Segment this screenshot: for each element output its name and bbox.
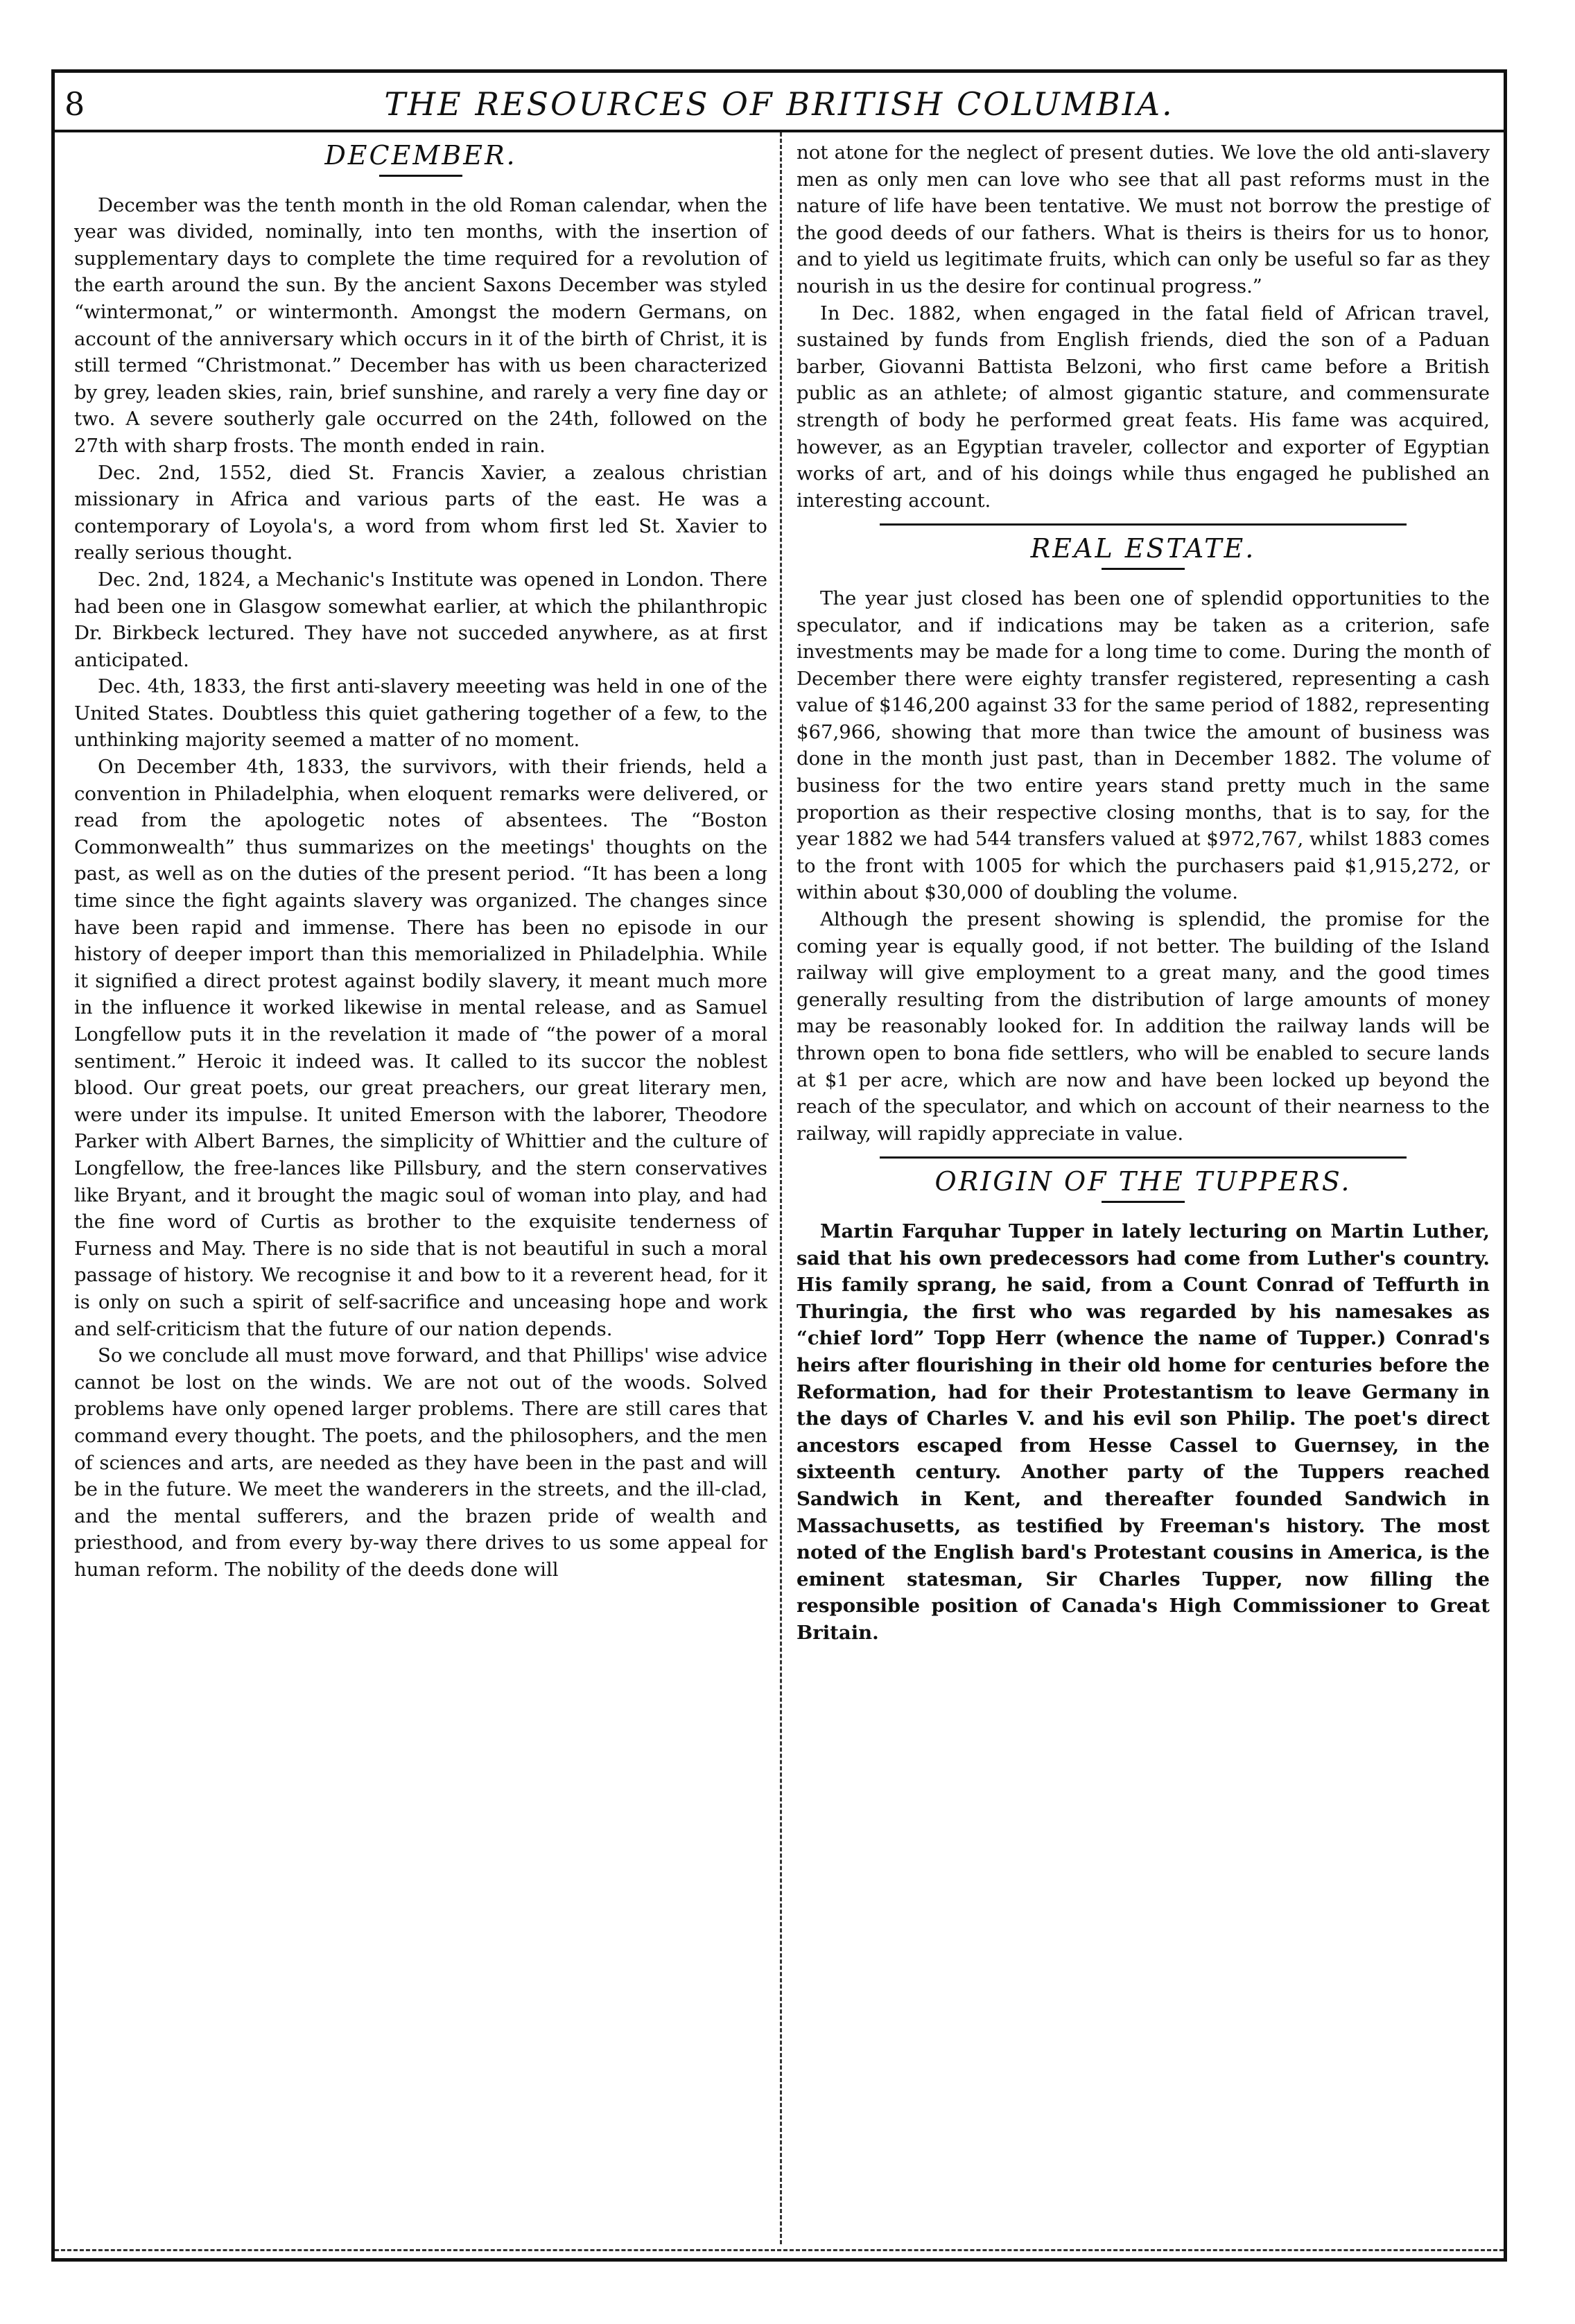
paragraph: Although the present showing is splendid, the promise for the coming year is equally good, if not better. The building of the Island railway will give employment to a great many, and the good times generally resulting from the distribution of large amounts of money may be reasonably looked for. In addition the railway lands will be thrown open to bona fide settlers, who will be enabled to secure lands at $1 per acre, which are now and have been locked up beyond the reach of the speculator, and which on account of their nearness to the railway, will rapidly appreciate in value.: [797, 908, 1490, 1145]
tuppers-article: [797, 1218, 1490, 1647]
real-estate-article: [797, 585, 1490, 1147]
column-divider: [780, 132, 782, 2244]
section-title-real-estate: REAL ESTATE.: [1030, 533, 1256, 564]
section-divider: [880, 1156, 1407, 1159]
paragraph: In Dec. 1882, when engaged in the fatal field of African travel, sustained by funds from English friends, died the son of a Paduan barber, Giovanni Battista Belzoni, who first came before a British public as an athlete; of almost gigantic stature, and commensurate strength of body he performed great feats. His fame was acquired, however, as an Egyptian traveler, collector and exporter of Egyptian works of art, and of his doings while thus engaged he published an interesting account.: [797, 302, 1490, 512]
title-rule: [379, 175, 462, 177]
newspaper-page: [51, 69, 1507, 2262]
december-continuation: [797, 139, 1490, 514]
paragraph: The year just closed has been one of splendid opportunities to the speculator, and if indications may be taken as a criterion, safe investments may be made for a long time to come. During the month of December there were eighty transfer registered, representing a cash value of $146,200 against 33 for the same period of 1882, representing $67,966, showing that more than twice the amount of business was done in the month just past, than in December 1882. The volume of business for the two entire years stand pretty much in the same proportion as their respective closing months, that is to say, for the year 1882 we had 544 transfers valued at $972,767, whilst 1883 comes to the front with 1005 for which the purchasers paid $1,915,272, or within about $30,000 of doubling the volume.: [797, 587, 1490, 904]
section-title-origin-of-tuppers: ORIGIN OF THE TUPPERS.: [934, 1166, 1352, 1197]
page-header: [55, 73, 1504, 132]
paragraph: December was the tenth month in the old Roman calendar, when the year was divided, nominally, into ten months, with the insertion of supplementary days to complete the time required for a revolution of the earth around the sun. By the ancient Saxons December was styled “wintermonat,” or wintermonth. Amongst the modern Germans, on account of the anniversary which occurs in it of the birth of Christ, it is still termed “Christmonat.” December has with us been characterized by grey, leaden skies, rain, brief sunshine, and rarely a very fine day or two. A severe southerly gale occurred on the 24th, followed on the 27th with sharp frosts. The month ended in rain.: [74, 193, 767, 457]
running-title: THE RESOURCES OF BRITISH COLUMBIA.: [384, 85, 1174, 123]
paragraph: So we conclude all must move forward, and that Phillips' wise advice cannot be lost on the winds. We are not out of the woods. Solved problems have only opened larger problems. There are still cares that command every thought. The poets, and the philosophers, and the men of sciences and arts, are needed as they have been in the past and will be in the future. We meet the wanderers in the streets, and the ill-clad, and the mental sufferers, and the brazen pride of wealth and priesthood, and from every by-way there drives to us some appeal for human reform. The nobility of the deeds done will: [74, 1344, 767, 1581]
page-number: 8: [64, 85, 85, 123]
bottom-border-rule: [55, 2249, 1504, 2251]
paragraph: On December 4th, 1833, the survivors, with their friends, held a convention in Philadelphia, when eloquent remarks were delivered, or read from the apologetic notes of absentees. The “Boston Commonwealth” thus summarizes on the meetings' thoughts on the past, as well as on the duties of the present period. “It has been a long time since the fight againts slavery was organized. The changes since have been rapid and immense. There has been no episode in our history of deeper import than this memorialized in Philadelphia. While it signified a direct protest against bodily slavery, it meant much more in the influence it worked likewise in mental release, and as Samuel Longfellow puts it in the revelation it made of “the power of a moral sentiment.” Heroic it indeed was. It called to its succor the noblest blood. Our great poets, our great preachers, our great literary men, were under its impulse. It united Emerson with the laborer, Theodore Parker with Albert Barnes, the simplicity of Whittier and the culture of Longfellow, the free-lances like Pillsbury, and the stern conservatives like Bryant, and it brought the magic soul of woman into play, and had the fine word of Curtis as brother to the exquisite tenderness of Furness and May. There is no side that is not beautiful in such a moral passage of history. We recognise it and bow to it a reverent head, for it is only on such a spirit of self-sacrifice and unceasing hope and work and self-criticism that the future of our nation depends.: [74, 756, 767, 1340]
section-title-december: DECEMBER.: [324, 140, 517, 171]
right-column: [797, 139, 1490, 1646]
paragraph: Dec. 2nd, 1552, died St. Francis Xavier, a zealous christian missionary in Africa and various parts of the east. He was a contemporary of Loyola's, a word from whom first led St. Xavier to really serious thought.: [74, 461, 767, 564]
paragraph: Martin Farquhar Tupper in lately lecturing on Martin Luther, said that his own predecessors had come from Luther's country. His family sprang, he said, from a Count Conrad of Teffurth in Thuringia, the first who was regarded by his namesakes as “chief lord” Topp Herr (whence the name of Tupper.) Conrad's heirs after flourishing in their old home for centuries before the Reformation, had for their Protestantism to leave Germany in the days of Charles V. and his evil son Philip. The poet's direct ancestors escaped from Hesse Cassel to Guernsey, in the sixteenth century. Another party of the Tuppers reached Sandwich in Kent, and thereafter founded Sandwich in Massachusetts, as testified by Freeman's history. The most noted of the English bard's Protestant cousins in America, is the eminent statesman, Sir Charles Tupper, now filling the responsible position of Canada's High Commissioner to Great Britain.: [797, 1220, 1490, 1644]
title-rule: [1102, 568, 1185, 570]
title-rule: [1102, 1201, 1185, 1203]
left-column: [74, 139, 767, 1583]
paragraph: Dec. 4th, 1833, the first anti-slavery meeeting was held in one of the United States. Doubtless this quiet gathering together of a few, to the unthinking majority seemed a matter of no moment.: [74, 675, 767, 752]
paragraph: Dec. 2nd, 1824, a Mechanic's Institute was opened in London. There had been one in Glasgow somewhat earlier, at which the philanthropic Dr. Birkbeck lectured. They have not succeded anywhere, as at first anticipated.: [74, 568, 767, 671]
paragraph: not atone for the neglect of present duties. We love the old anti-slavery men as only men can love who see that all past reforms must in the nature of life have been tentative. We must not borrow the prestige of the good deeds of our fathers. What is theirs is theirs for us to honor, and to yield us legitimate fruits, which can only be useful so far as they nourish in us the desire for continual progress.”: [797, 141, 1490, 297]
section-divider: [880, 523, 1407, 526]
december-article: [74, 192, 767, 1584]
